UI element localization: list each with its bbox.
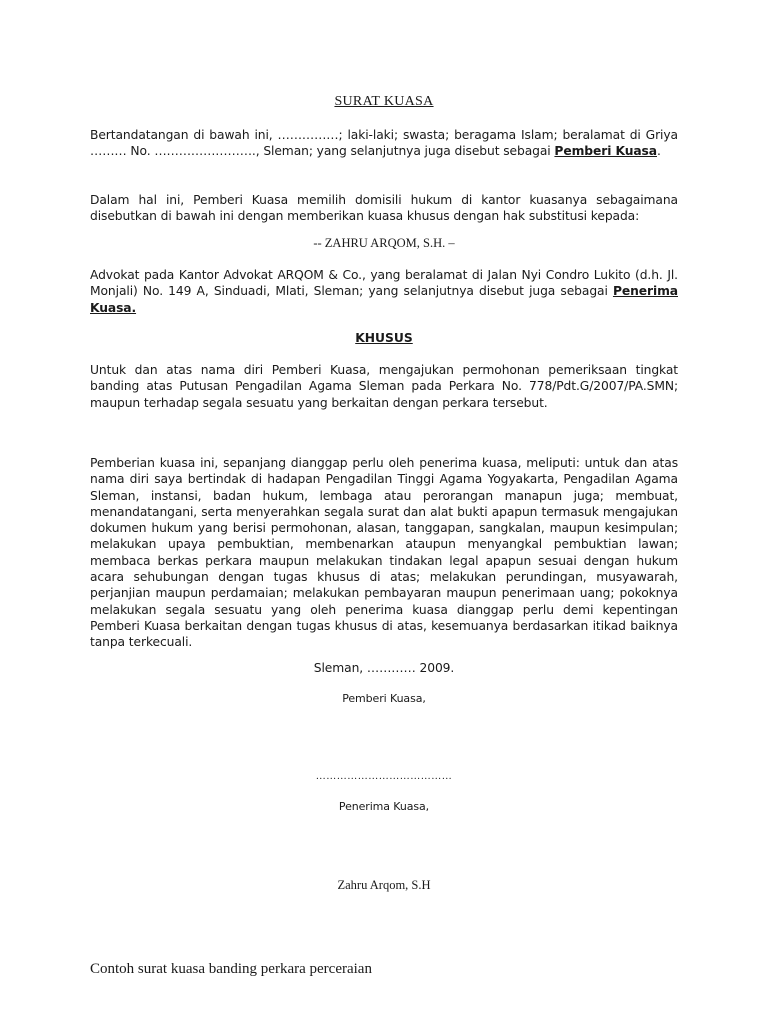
paragraph-domicile: Dalam hal ini, Pemberi Kuasa memilih domisili hukum di kantor kuasanya sebagaimana disebutkan di bawah ini dengan memberikan kuasa khusus dengan hak substitusi kepada: (90, 193, 678, 224)
signer-name: Zahru Arqom, S.H (337, 878, 431, 892)
paragraph-grantor (90, 127, 678, 160)
paragraph-grantor-text: Bertandatangan di bawah ini, ……………; laki-laki; swasta; beragama Islam; beralamat di Griya ……… No. ……………………., Sleman; yang selanjutnya juga disebut sebagai (90, 128, 678, 159)
grantor-signature-label: Pemberi Kuasa, (342, 692, 426, 705)
document-title: SURAT KUASA (334, 94, 434, 109)
attorney-name-line: -- ZAHRU ARQOM, S.H. – (313, 236, 455, 250)
paragraph-grantor-end: . (656, 144, 661, 159)
paragraph-attorney-text: Advokat pada Kantor Advokat ARQOM & Co., yang beralamat di Jalan Nyi Condro Lukito (d.h. Jl. Monjali) No. 149 A, Sinduadi, Mlati, Sleman; yang selanjutnya disebut juga sebagai (90, 268, 678, 299)
signature-dots: ………………………………… (315, 771, 453, 782)
grantee-term: Penerima Kuasa. (90, 284, 678, 315)
paragraph-scope: Pemberian kuasa ini, sepanjang dianggap perlu oleh penerima kuasa, meliputi: untuk dan atas nama diri saya bertindak di hadapan Pengadilan Tinggi Agama Yogyakarta, Pengadilan Agama Sleman, instansi, badan hukum, lembaga atau perorangan manapun juga; membuat, menandatangani, serta menyerahkan segala surat dan alat bukti apapun termasuk mengajukan dokumen hukum yang berisi permohonan, alasan, tanggapan, sangkalan, maupun kesimpulan; melakukan upaya pembuktian, membenarkan ataupun menyangkal pembuktian lawan; membaca berkas perkara maupun melakukan tindakan legal apapun sesuai dengan hukum acara sehubungan dengan tugas khusus di atas; melakukan perundingan, musyawarah, perjanjian maupun perdamaian; melakukan pembayaran maupun penerimaan uang; pokoknya melakukan segala sesuatu yang oleh penerima kuasa dianggap perlu demi kepentingan Pemberi Kuasa berkaitan dengan tugas khusus di atas, kesemuanya berdasarkan itikad baiknya tanpa terkecuali. (90, 456, 678, 650)
grantor-term: Pemberi Kuasa (554, 144, 657, 159)
khusus-heading: KHUSUS (355, 331, 413, 345)
place-date: Sleman, ………… 2009. (313, 661, 455, 675)
paragraph-appeal: Untuk dan atas nama diri Pemberi Kuasa, mengajukan permohonan pemeriksaan tingkat banding atas Putusan Pengadilan Agama Sleman pada Perkara No. 778/Pdt.G/2007/PA.SMN; maupun terhadap segala sesuatu yang berkaitan dengan perkara tersebut. (90, 363, 678, 410)
document-caption: Contoh surat kuasa banding perkara perceraian (90, 961, 372, 977)
paragraph-attorney (90, 267, 678, 316)
grantee-signature-label: Penerima Kuasa, (338, 800, 430, 813)
